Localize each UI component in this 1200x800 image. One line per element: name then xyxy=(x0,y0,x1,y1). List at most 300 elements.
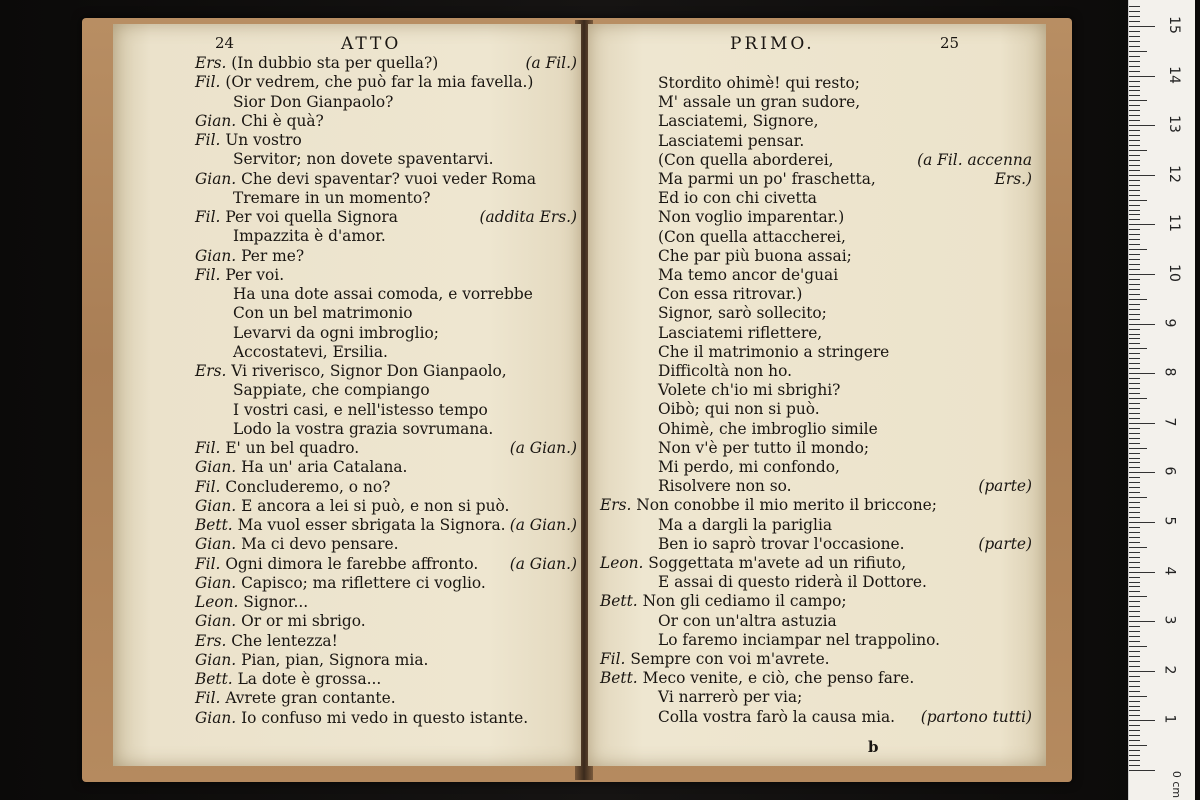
stage-direction: (a Gian.) xyxy=(509,439,577,457)
ruler-tick xyxy=(1129,200,1147,201)
ruler-tick xyxy=(1129,453,1140,454)
ruler-tick xyxy=(1129,219,1140,220)
verse-text: (Or vedrem, che può far la mia favella.) xyxy=(225,73,534,92)
verse-line xyxy=(233,401,488,419)
ruler-tick xyxy=(1129,120,1140,121)
verse-line xyxy=(195,131,302,149)
verse-text: Stordito ohimè! qui resto; xyxy=(658,74,860,92)
ruler-tick xyxy=(1129,150,1147,151)
ruler-tick xyxy=(1129,497,1147,498)
stage-direction: (a Gian.) xyxy=(509,516,577,534)
ruler-tick xyxy=(1129,61,1140,62)
verse-text: Or or mi sbrigo. xyxy=(241,612,366,631)
verse-text: Difficoltà non ho. xyxy=(658,362,792,380)
ruler-number: 10 xyxy=(1165,264,1182,282)
ruler-tick xyxy=(1129,686,1140,687)
ruler-tick xyxy=(1129,160,1140,161)
ruler-tick xyxy=(1129,681,1140,682)
ruler-tick xyxy=(1129,373,1155,374)
verse-text: Concluderemo, o no? xyxy=(225,477,391,496)
running-head: ATTO xyxy=(341,34,402,54)
verse-text: Io confuso mi vedo in questo istante. xyxy=(241,708,529,727)
verse-text: Colla vostra farò la causa mia. xyxy=(658,707,896,726)
ruler-tick xyxy=(1129,41,1140,42)
verse-text: Signor, sarò sollecito; xyxy=(658,304,827,323)
ruler-tick xyxy=(1129,631,1140,632)
verse-line xyxy=(658,439,869,457)
ruler-tick xyxy=(1129,522,1155,523)
verse-text: Ed io con chi civetta xyxy=(658,189,817,208)
verse-text: Ben io saprò trovar l'occasione. xyxy=(658,534,905,553)
ruler-tick xyxy=(1129,66,1140,67)
ruler-tick xyxy=(1129,324,1155,325)
ruler-tick xyxy=(1129,517,1140,518)
verse-line xyxy=(195,651,428,669)
verse-text: Pian, pian, Signora mia. xyxy=(241,650,429,669)
speaker-name: Gian. xyxy=(195,650,242,669)
ruler-tick xyxy=(1129,701,1140,702)
ruler-number: 5 xyxy=(1161,516,1178,526)
speaker-name: Fil. xyxy=(195,265,226,284)
ruler-tick xyxy=(1129,651,1140,652)
ruler-number: 14 xyxy=(1165,65,1182,84)
ruler-tick xyxy=(1129,760,1140,761)
ruler-tick xyxy=(1129,557,1140,558)
verse-text: Signor... xyxy=(243,593,309,611)
speaker-name: Gian. xyxy=(195,458,242,477)
measuring-ruler xyxy=(1128,0,1195,800)
verse-text: La dote è grossa... xyxy=(237,670,382,688)
verse-line xyxy=(195,362,507,380)
verse-text: Sappiate, che compiango xyxy=(233,381,430,400)
ruler-tick xyxy=(1129,115,1140,116)
ruler-tick xyxy=(1129,299,1147,300)
ruler-tick xyxy=(1129,279,1140,280)
ruler-tick xyxy=(1129,532,1140,533)
verse-text: I vostri casi, e nell'istesso tempo xyxy=(233,400,488,419)
verse-line xyxy=(233,93,393,111)
ruler-tick xyxy=(1129,348,1147,349)
verse-text: Per voi quella Signora xyxy=(225,208,398,226)
verse-line xyxy=(195,247,304,265)
ruler-tick xyxy=(1129,95,1140,96)
speaker-name: Gian. xyxy=(195,246,242,265)
ruler-tick xyxy=(1129,195,1140,196)
verse-text: Oibò; qui non si può. xyxy=(658,400,820,419)
ruler-tick xyxy=(1129,438,1140,439)
verse-line xyxy=(658,93,860,111)
ruler-tick xyxy=(1129,274,1155,275)
ruler-tick xyxy=(1129,46,1140,47)
ruler-tick xyxy=(1129,641,1140,642)
ruler-tick xyxy=(1129,423,1155,424)
ruler-tick xyxy=(1129,770,1155,771)
verse-line xyxy=(658,266,838,284)
stage-direction: (parte) xyxy=(978,477,1032,496)
verse-line xyxy=(658,458,840,476)
ruler-number: 4 xyxy=(1161,566,1178,576)
ruler-number: 2 xyxy=(1161,665,1178,675)
verse-line xyxy=(658,170,876,188)
ruler-tick xyxy=(1129,269,1140,270)
verse-line xyxy=(195,208,398,226)
ruler-tick xyxy=(1129,264,1140,265)
page-number: 24 xyxy=(215,34,235,52)
verse-line xyxy=(195,612,366,630)
verse-text: Capisco; ma riflettere ci voglio. xyxy=(241,573,486,592)
verse-line xyxy=(658,381,840,399)
ruler-tick xyxy=(1129,512,1140,513)
ruler-tick xyxy=(1129,567,1140,568)
ruler-tick xyxy=(1129,696,1147,697)
verse-line xyxy=(195,516,506,534)
ruler-tick xyxy=(1129,125,1155,126)
verse-text: Mi perdo, mi confondo, xyxy=(658,458,840,476)
stage-direction: (parte) xyxy=(978,534,1032,553)
stage-direction: Ers.) xyxy=(994,170,1032,188)
verse-line xyxy=(195,555,478,573)
verse-text: Per me? xyxy=(241,246,305,265)
ruler-tick xyxy=(1129,666,1140,667)
verse-text: Che lentezza! xyxy=(231,631,338,650)
ruler-tick xyxy=(1129,185,1140,186)
verse-line xyxy=(195,632,338,650)
ruler-tick xyxy=(1129,403,1140,404)
left-page xyxy=(113,24,581,766)
verse-line xyxy=(658,362,792,380)
ruler-tick xyxy=(1129,289,1140,290)
speaker-name: Gian. xyxy=(195,496,242,515)
verse-text: Ha una dote assai comoda, e vorrebbe xyxy=(233,285,533,303)
verse-text: (Con quella attaccherei, xyxy=(658,227,846,246)
verse-line xyxy=(658,189,817,207)
stage-direction: (a Fil. accenna xyxy=(917,150,1032,169)
verse-text: Accostatevi, Ersilia. xyxy=(233,342,388,361)
ruler-tick xyxy=(1129,224,1155,225)
ruler-tick xyxy=(1129,448,1147,449)
verse-line xyxy=(658,631,940,649)
speaker-name: Fil. xyxy=(195,131,226,149)
verse-text: E ancora a lei si può, e non si può. xyxy=(241,496,510,515)
ruler-tick xyxy=(1129,691,1140,692)
verse-text: Levarvi da ogni imbroglio; xyxy=(233,323,439,342)
ruler-tick xyxy=(1129,577,1140,578)
verse-text: Ma vuol esser sbrigata la Signora. xyxy=(237,516,506,534)
ruler-tick xyxy=(1129,582,1140,583)
verse-line xyxy=(658,247,852,265)
ruler-tick xyxy=(1129,621,1155,622)
ruler-tick xyxy=(1129,329,1140,330)
verse-line xyxy=(195,266,284,284)
verse-text: Volete ch'io mi sbrighi? xyxy=(658,381,841,400)
ruler-tick xyxy=(1129,725,1140,726)
verse-text: Sempre con voi m'avrete. xyxy=(630,650,830,668)
speaker-name: Ers. xyxy=(195,54,232,72)
verse-line xyxy=(658,74,860,92)
verse-line xyxy=(600,554,906,572)
verse-line xyxy=(600,496,937,514)
ruler-tick xyxy=(1129,90,1140,91)
verse-line xyxy=(658,400,820,418)
ruler-tick xyxy=(1129,393,1140,394)
verse-line xyxy=(195,709,528,727)
ruler-tick xyxy=(1129,110,1140,111)
ruler-tick xyxy=(1129,170,1140,171)
ruler-tick xyxy=(1129,671,1155,672)
ruler-tick xyxy=(1129,6,1140,7)
ruler-tick xyxy=(1129,507,1140,508)
speaker-name: Gian. xyxy=(195,535,242,554)
verse-line xyxy=(233,189,430,207)
ruler-tick xyxy=(1129,710,1140,711)
speaker-name: Fil. xyxy=(195,689,226,708)
ruler-tick xyxy=(1129,477,1140,478)
ruler-tick xyxy=(1129,229,1140,230)
ruler-tick xyxy=(1129,467,1140,468)
ruler-tick xyxy=(1129,244,1140,245)
verse-text: E assai di questo riderà il Dottore. xyxy=(658,573,927,592)
ruler-tick xyxy=(1129,249,1147,250)
page-number: 25 xyxy=(940,34,960,52)
verse-text: (In dubbio sta per quella?) xyxy=(231,54,439,72)
verse-line xyxy=(600,669,914,687)
ruler-tick xyxy=(1129,611,1140,612)
verse-text: Non voglio imparentar.) xyxy=(658,208,845,227)
ruler-tick xyxy=(1129,363,1140,364)
ruler-tick xyxy=(1129,626,1140,627)
verse-text: Ma parmi un po' fraschetta, xyxy=(658,170,876,188)
ruler-tick xyxy=(1129,572,1155,573)
ruler-tick xyxy=(1129,596,1147,597)
ruler-tick xyxy=(1129,462,1140,463)
ruler-tick xyxy=(1129,661,1140,662)
ruler-tick xyxy=(1129,190,1140,191)
verse-text: Ma temo ancor de'guai xyxy=(658,266,839,284)
ruler-tick xyxy=(1129,314,1140,315)
ruler-tick xyxy=(1129,433,1140,434)
stage-direction: (addita Ers.) xyxy=(479,208,577,226)
stage-direction: (a Fil.) xyxy=(525,54,577,72)
verse-line xyxy=(195,458,407,476)
speaker-name: Gian. xyxy=(195,612,242,631)
verse-text: Con un bel matrimonio xyxy=(233,304,413,323)
verse-line xyxy=(233,381,430,399)
ruler-tick xyxy=(1129,636,1140,637)
verse-text: Un vostro xyxy=(225,131,302,149)
ruler-tick xyxy=(1129,26,1155,27)
ruler-tick xyxy=(1129,458,1140,459)
verse-text: Chi è quà? xyxy=(241,111,324,130)
ruler-tick xyxy=(1129,398,1147,399)
speaker-name: Leon. xyxy=(600,554,649,572)
speaker-name: Bett. xyxy=(600,592,643,611)
ruler-tick xyxy=(1129,175,1155,176)
verse-text: Lasciatemi, Signore, xyxy=(658,112,819,131)
ruler-tick xyxy=(1129,304,1140,305)
ruler-tick xyxy=(1129,51,1147,52)
verse-text: Vi riverisco, Signor Don Gianpaolo, xyxy=(231,362,507,380)
ruler-tick xyxy=(1129,443,1140,444)
ruler-tick xyxy=(1129,418,1140,419)
verse-text: Con essa ritrovar.) xyxy=(658,285,803,304)
verse-line xyxy=(233,420,493,438)
ruler-tick xyxy=(1129,343,1140,344)
ruler-tick xyxy=(1129,368,1140,369)
ruler-tick xyxy=(1129,383,1140,384)
verse-text: Ma a dargli la pariglia xyxy=(658,515,833,534)
verse-line xyxy=(658,612,837,630)
verse-line xyxy=(658,304,827,322)
ruler-tick xyxy=(1129,552,1140,553)
ruler-tick xyxy=(1129,284,1140,285)
verse-line xyxy=(658,112,818,130)
ruler-number: 7 xyxy=(1161,417,1178,427)
ruler-tick xyxy=(1129,745,1147,746)
verse-line xyxy=(195,689,396,707)
verse-text: Servitor; non dovete spaventarvi. xyxy=(233,150,494,169)
ruler-tick xyxy=(1129,472,1155,473)
ruler-tick xyxy=(1129,755,1140,756)
ruler-tick xyxy=(1129,586,1140,587)
verse-line xyxy=(658,420,878,438)
right-page xyxy=(588,24,1046,766)
verse-line xyxy=(658,324,822,342)
ruler-tick xyxy=(1129,130,1140,131)
ruler-tick xyxy=(1129,408,1140,409)
verse-line xyxy=(658,477,792,495)
ruler-tick xyxy=(1129,145,1140,146)
ruler-tick xyxy=(1129,740,1140,741)
ruler-tick xyxy=(1129,378,1140,379)
ruler-tick xyxy=(1129,16,1140,17)
ruler-tick xyxy=(1129,656,1140,657)
verse-line xyxy=(195,478,390,496)
verse-line xyxy=(233,150,493,168)
ruler-tick xyxy=(1129,527,1140,528)
verse-line xyxy=(600,650,830,668)
verse-text: M' assale un gran sudore, xyxy=(658,93,861,112)
verse-line xyxy=(195,574,486,592)
verse-text: Non gli cediamo il campo; xyxy=(642,592,847,611)
ruler-tick xyxy=(1129,234,1140,235)
verse-text: Avrete gran contante. xyxy=(225,689,396,708)
ruler-tick xyxy=(1129,180,1140,181)
verse-line xyxy=(658,151,834,169)
verse-line xyxy=(600,592,847,610)
ruler-tick xyxy=(1129,730,1140,731)
verse-line xyxy=(658,132,804,150)
verse-text: Ohimè, che imbroglio simile xyxy=(658,419,878,438)
ruler-number: 3 xyxy=(1161,615,1178,625)
ruler-tick xyxy=(1129,562,1140,563)
ruler-tick xyxy=(1129,358,1140,359)
ruler-tick xyxy=(1129,21,1140,22)
ruler-tick xyxy=(1129,31,1140,32)
ruler-tick xyxy=(1129,601,1140,602)
verse-text: (Con quella aborderei, xyxy=(658,150,834,169)
ruler-tick xyxy=(1129,482,1140,483)
verse-text: Non v'è per tutto il mondo; xyxy=(658,438,870,457)
verse-text: Che devi spaventar? vuoi veder Roma xyxy=(241,169,537,188)
running-head: PRIMO. xyxy=(730,34,815,54)
verse-text: Soggettata m'avete ad un rifiuto, xyxy=(648,554,907,572)
speaker-name: Ers. xyxy=(195,362,232,380)
verse-line xyxy=(195,535,398,553)
ruler-tick xyxy=(1129,100,1147,101)
verse-text: Lasciatemi pensar. xyxy=(658,131,805,150)
verse-text: Meco venite, e ciò, che penso fare. xyxy=(642,669,915,688)
verse-line xyxy=(195,112,324,130)
verse-line xyxy=(195,439,359,457)
verse-text: Tremare in un momento? xyxy=(233,188,431,207)
verse-text: Lo faremo inciampar nel trappolino. xyxy=(658,630,941,649)
verse-text: Che par più buona assai; xyxy=(658,246,852,265)
ruler-tick xyxy=(1129,706,1140,707)
verse-text: Che il matrimonio a stringere xyxy=(658,342,890,361)
verse-line xyxy=(195,593,308,611)
ruler-tick xyxy=(1129,735,1140,736)
ruler-tick xyxy=(1129,547,1147,548)
ruler-tick xyxy=(1129,750,1140,751)
ruler-tick xyxy=(1129,86,1140,87)
ruler-tick xyxy=(1129,135,1140,136)
speaker-name: Fil. xyxy=(195,208,226,226)
ruler-tick xyxy=(1129,165,1140,166)
ruler-tick xyxy=(1129,239,1140,240)
ruler-tick xyxy=(1129,254,1140,255)
verse-text: Per voi. xyxy=(225,265,285,284)
verse-line xyxy=(195,670,381,688)
speaker-name: Gian. xyxy=(195,708,242,727)
verse-text: Ha un' aria Catalana. xyxy=(241,458,408,477)
ruler-number: 1 xyxy=(1161,714,1178,724)
verse-line xyxy=(658,708,895,726)
verse-line xyxy=(233,343,388,361)
ruler-number: 6 xyxy=(1161,466,1178,476)
ruler-tick xyxy=(1129,105,1140,106)
verse-line xyxy=(233,324,439,342)
verse-text: Sior Don Gianpaolo? xyxy=(233,92,394,111)
verse-line xyxy=(658,535,905,553)
ruler-unit-label: 0 cm xyxy=(1170,770,1184,799)
speaker-name: Gian. xyxy=(195,169,242,188)
speaker-name: Bett. xyxy=(195,516,238,534)
verse-text: Impazzita è d'amor. xyxy=(233,227,386,246)
verse-text: Vi narrerò per via; xyxy=(658,688,803,707)
ruler-tick xyxy=(1129,76,1155,77)
ruler-tick xyxy=(1129,537,1140,538)
ruler-tick xyxy=(1129,214,1140,215)
ruler-tick xyxy=(1129,259,1140,260)
ruler-tick xyxy=(1129,591,1140,592)
verse-line xyxy=(195,497,509,515)
verse-line xyxy=(658,228,846,246)
ruler-tick xyxy=(1129,353,1140,354)
verse-line xyxy=(658,343,889,361)
ruler-tick xyxy=(1129,428,1140,429)
ruler-tick xyxy=(1129,309,1140,310)
ruler-tick xyxy=(1129,492,1140,493)
ruler-number: 8 xyxy=(1161,367,1178,377)
ruler-tick xyxy=(1129,606,1140,607)
ruler-tick xyxy=(1129,765,1140,766)
ruler-tick xyxy=(1129,81,1140,82)
ruler-tick xyxy=(1129,388,1140,389)
ruler-tick xyxy=(1129,338,1140,339)
speaker-name: Gian. xyxy=(195,573,242,592)
speaker-name: Fil. xyxy=(195,439,226,457)
verse-text: E' un bel quadro. xyxy=(225,439,360,457)
